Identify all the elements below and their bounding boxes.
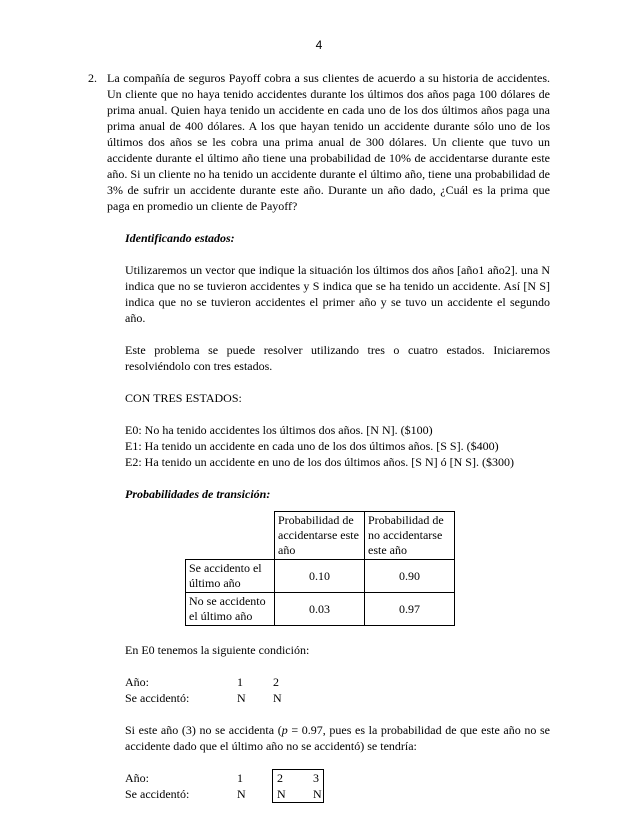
value-year-3: N xyxy=(313,787,322,801)
year-2: 2 xyxy=(277,771,283,785)
solution-block xyxy=(125,230,550,802)
year-label: Año: xyxy=(125,771,149,785)
table-row xyxy=(186,593,455,626)
cell-p-no-accident: 0.97 xyxy=(365,593,455,626)
e0-intro: En E0 tenemos la siguiente condición: xyxy=(125,643,310,657)
accident-row xyxy=(125,786,550,802)
highlight-box xyxy=(272,769,324,803)
next-year-grid xyxy=(125,770,550,802)
p-symbol: p xyxy=(281,723,288,737)
cell-p-no-accident: 0.90 xyxy=(365,560,455,593)
state-e1: E1: Ha tenido un accidente en cada uno de los dos últimos años. [S S]. ($400) xyxy=(125,439,499,453)
transition-title: Probabilidades de transición: xyxy=(125,487,271,501)
year-1: 1 xyxy=(237,675,243,689)
states-paragraph-2: Este problema se puede resolver utilizando tres o cuatro estados. Iniciaremos resolviéndolo con tres estados. xyxy=(125,343,550,373)
year-row xyxy=(125,770,550,786)
accident-label: Se accidentó: xyxy=(125,691,190,705)
document-body xyxy=(88,70,550,802)
cell-p-accident: 0.10 xyxy=(275,560,365,593)
states-title: Identificando estados: xyxy=(125,231,235,245)
next-year-text-after: = 0.97, pues es la probabilidad de que este año no se accidente dado que el último año no se accidentó) se tendría: xyxy=(125,723,550,753)
question-number: 2. xyxy=(88,71,97,85)
next-year-text-before: Si este año (3) no se accidenta ( xyxy=(125,723,282,737)
year-2: 2 xyxy=(273,675,279,689)
year-1: 1 xyxy=(237,771,243,785)
three-states-heading: CON TRES ESTADOS: xyxy=(125,391,242,405)
year-row xyxy=(125,674,550,690)
year-label: Año: xyxy=(125,675,149,689)
cell-p-accident: 0.03 xyxy=(275,593,365,626)
state-e2: E2: Ha tenido un accidente en uno de los dos últimos años. [S N] ó [N S]. ($300) xyxy=(125,455,514,469)
states-list xyxy=(125,422,550,470)
value-year-2: N xyxy=(277,787,286,801)
year-3: 3 xyxy=(313,771,319,785)
transition-table xyxy=(185,511,455,626)
question-text: La compañía de seguros Payoff cobra a sus clientes de acuerdo a su historia de accidentes. Un cliente que no haya tenido accidentes durante los últimos dos años paga 100 dólares de prima anual. Quien haya tenido un accidente en cada uno de los dos últimos años paga una prima anual de 400 dólares. A los que hayan tenido un accidente durante sólo uno de los últimos dos años se les cobra una prima anual de 300 dólares. Un cliente que tuvo un accidente durante el último año tiene una probabilidad de 10% de accidentarse durante este año. Si un cliente no ha tenido un accidente durante el último año, tiene una probabilidad de 3% de sufrir un accidente durante este año. Durante un año dado, ¿Cuál es la prima que paga en promedio un cliente de Payoff? xyxy=(107,71,550,213)
value-year-2: N xyxy=(273,691,282,705)
page-number: 4 xyxy=(315,38,323,52)
row-label-no-accident-last-year: No se accidento el último año xyxy=(186,593,275,626)
next-year-paragraph xyxy=(125,722,550,754)
state-e0: E0: No ha tenido accidentes los últimos dos años. [N N]. ($100) xyxy=(125,423,433,437)
table-corner xyxy=(186,512,275,560)
states-paragraph-1: Utilizaremos un vector que indique la situación los últimos dos años [año1 año2]. una N indica que no se tuvieron accidentes y S indica que se ha tenido un accidente. Así [N S] indica que no se tuvieron accidentes el primer año y se tuvo un accidente el segundo año. xyxy=(125,263,550,325)
header-p-accident: Probabilidad de accidentarse este año xyxy=(275,512,365,560)
e0-year-grid xyxy=(125,674,550,706)
row-label-accident-last-year: Se accidento el último año xyxy=(186,560,275,593)
accident-label: Se accidentó: xyxy=(125,787,190,801)
table-header-row xyxy=(186,512,455,560)
table-row xyxy=(186,560,455,593)
accident-row xyxy=(125,690,550,706)
value-year-1: N xyxy=(237,787,246,801)
value-year-1: N xyxy=(237,691,246,705)
question-item xyxy=(88,70,550,802)
header-p-no-accident: Probabilidad de no accidentarse este año xyxy=(365,512,455,560)
